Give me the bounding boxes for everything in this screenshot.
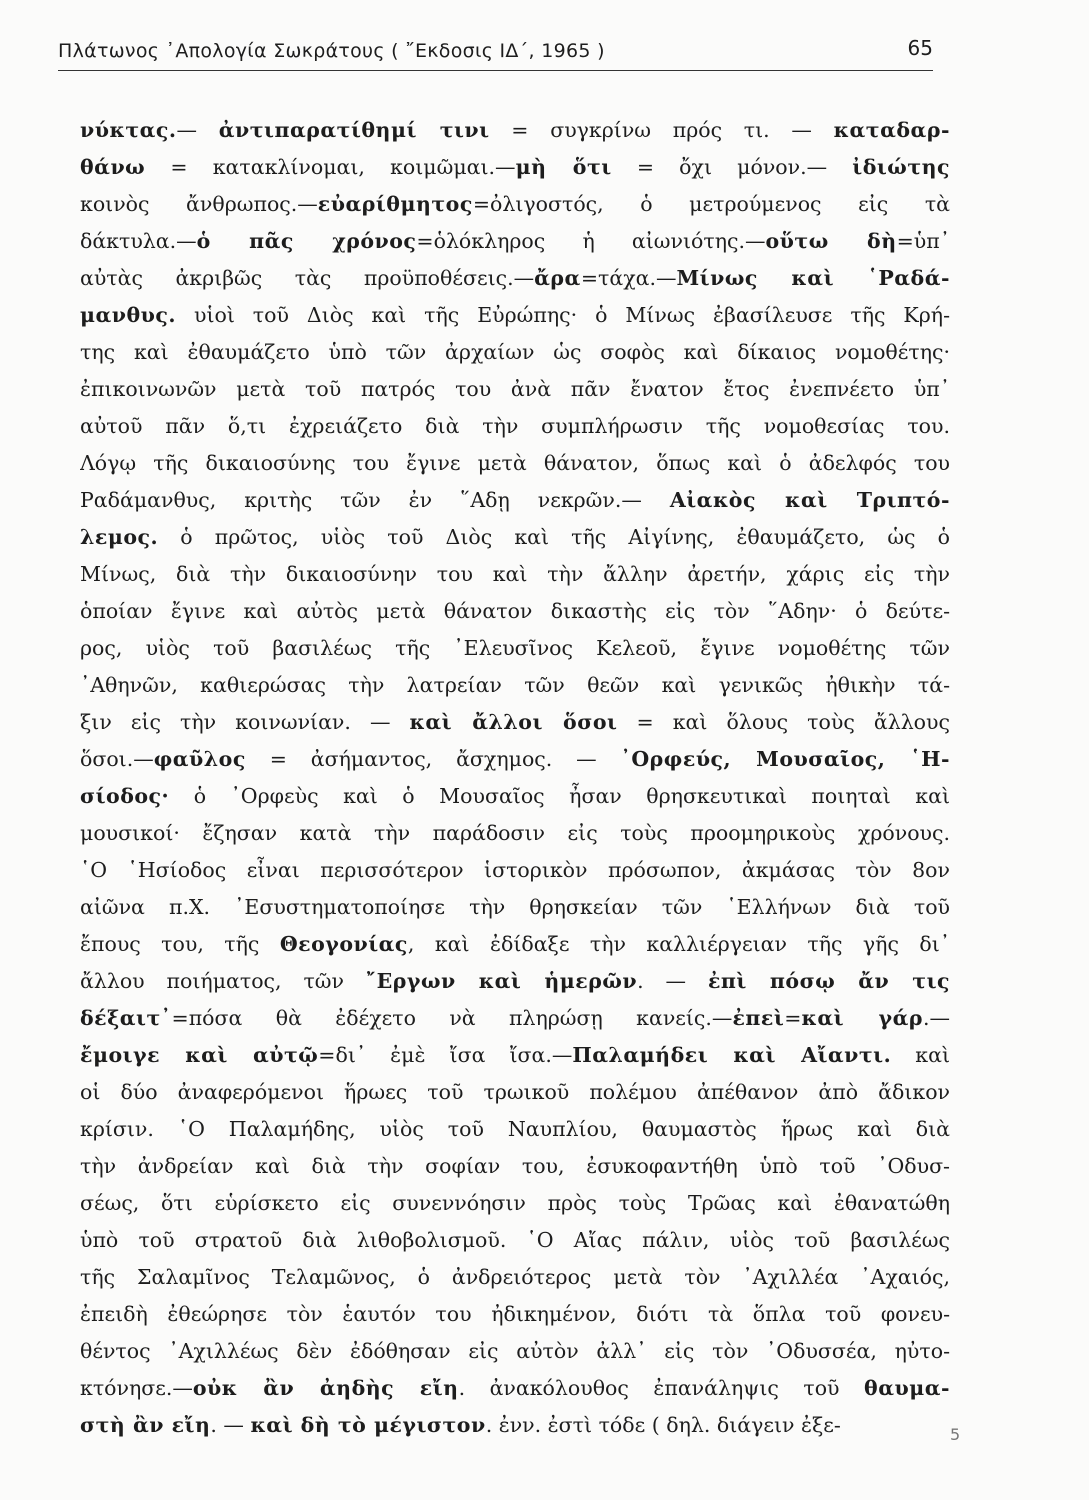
text-segment: κτόνησε.—	[80, 1376, 193, 1400]
text-segment: . ἀνακόλουθος ἐπανάληψις τοῦ	[458, 1376, 865, 1400]
glossary-term: ἰδιώτης	[852, 155, 950, 179]
text-segment: ἔπους του, τῆς	[80, 932, 280, 956]
text-line	[80, 223, 950, 260]
text-segment: ῾Ο ῾Ησίοδος εἶναι περισσότερον ἱστορικὸν πρόσωπον, ἀκμάσας τὸν 8ον	[80, 858, 950, 882]
text-segment: = καὶ ὅλους τοὺς ἄλλους	[617, 710, 950, 734]
text-line	[80, 482, 950, 519]
text-segment: κρίσιν. ῾Ο Παλαμήδης, υἱὸς τοῦ Ναυπλίου, θαυμαστὸς ἥρως καὶ διὰ	[80, 1117, 950, 1141]
text-segment: ρος, υἱὸς τοῦ βασιλέως τῆς ᾿Ελευσῖνος Κελεοῦ, ἔγινε νομοθέτης τῶν	[80, 636, 950, 660]
glossary-term: Παλαμήδει καὶ Αἴαντι.	[572, 1043, 892, 1067]
glossary-term: καὶ ἄλλοι ὅσοι	[409, 710, 618, 734]
glossary-term: Θεογονίας	[279, 932, 408, 956]
glossary-term: δέξαιτ᾽	[80, 1006, 172, 1030]
text-segment: θέντος ᾿Αχιλλέως δὲν ἐδόθησαν εἰς αὐτὸν ἀλλ᾽ εἰς τὸν ᾿Οδυσσέα, ηὐτο-	[80, 1339, 950, 1363]
text-line	[80, 556, 950, 593]
glossary-term: σίοδος·	[80, 784, 170, 808]
glossary-term: ἐπὶ πόσῳ ἄν τις	[707, 969, 950, 993]
text-line	[80, 1000, 950, 1037]
glossary-term: στὴ ἂν εἴη	[80, 1413, 211, 1437]
text-segment: ξιν εἰς τὴν κοινωνίαν. —	[80, 710, 410, 734]
text-line	[80, 704, 950, 741]
text-line	[80, 445, 950, 482]
text-segment: ὅσοι.—	[80, 747, 154, 771]
glossary-term: ᾿Ορφεύς, Μουσαῖος, ῾Η-	[620, 747, 950, 771]
glossary-term: Αἰακὸς καὶ Τριπτό-	[669, 488, 950, 512]
text-segment: = κατακλίνομαι, κοιμῶμαι.—	[145, 155, 516, 179]
text-segment: ὁ πρῶτος, υἱὸς τοῦ Διὸς καὶ τῆς Αἰγίνης, ἐθαυμάζετο, ὡς ὁ	[158, 525, 950, 549]
text-segment: δάκτυλα.—	[80, 229, 197, 253]
text-segment: ὁ ᾿Ορφεὺς καὶ ὁ Μουσαῖος ἦσαν θρησκευτικαὶ ποιηταὶ καὶ	[169, 784, 950, 808]
text-segment: ὁποίαν ἔγινε καὶ αὐτὸς μετὰ θάνατον δικαστὴς εἰς τὸν ῞Αδην· ὁ δεύτε-	[80, 599, 950, 623]
text-segment: αὐτοῦ πᾶν ὅ,τι ἐχρειάζετο διὰ τὴν συμπλήρωσιν τῆς νομοθεσίας του.	[80, 414, 950, 438]
text-segment: =ὁλόκληρος ἡ αἰωνιότης.—	[416, 229, 766, 253]
text-segment: =ὀλιγοστός, ὁ μετρούμενος εἰς τὰ	[472, 192, 950, 216]
text-segment: ἐπικοινωνῶν μετὰ τοῦ πατρός του ἀνὰ πᾶν ἔνατον ἔτος ἐνεπνέετο ὑπ᾽	[80, 377, 950, 401]
text-segment: ἐπειδὴ ἐθεώρησε τὸν ἑαυτόν του ἠδικημένον, διότι τὰ ὅπλα τοῦ φονευ-	[80, 1302, 950, 1326]
running-title: Πλάτωνος ᾿Απολογία Σωκράτους ( ῎Εκδοσις ΙΔ΄, 1965 )	[58, 40, 605, 62]
text-segment: κοινὸς ἄνθρωπος.—	[80, 192, 318, 216]
text-line	[80, 112, 950, 149]
text-line	[80, 815, 950, 852]
glossary-term: ἄρα	[534, 266, 581, 290]
text-segment: τὴν ἀνδρείαν καὶ διὰ τὴν σοφίαν του, ἐσυκοφαντήθη ὑπὸ τοῦ ᾿Οδυσ-	[80, 1154, 950, 1178]
text-segment: =ὑπ᾽	[896, 229, 950, 253]
text-line	[80, 1111, 950, 1148]
page-number: 65	[907, 36, 933, 60]
text-segment: ἄλλου ποιήματος, τῶν	[80, 969, 366, 993]
text-line	[80, 778, 950, 815]
glossary-term: οὐκ ἂν ἀηδὴς εἴη	[192, 1376, 459, 1400]
page-header	[58, 36, 933, 71]
text-line	[80, 1148, 950, 1185]
text-segment: σέως, ὅτι εὑρίσκετο εἰς συνεννόησιν πρὸς τοὺς Τρῶας καὶ ἐθανατώθη	[80, 1191, 950, 1215]
text-segment: =τάχα.—	[580, 266, 677, 290]
glossary-term: καὶ γάρ	[801, 1006, 923, 1030]
text-line	[80, 297, 950, 334]
text-segment: οἱ δύο ἀναφερόμενοι ἥρωες τοῦ τρωικοῦ πολέμου ἀπέθανον ἀπὸ ἄδικον	[80, 1080, 950, 1104]
glossary-term: καταδαρ-	[833, 118, 950, 142]
text-segment: Ραδάμανθυς, κριτὴς τῶν ἐν ῞Αδῃ νεκρῶν.—	[80, 488, 670, 512]
glossary-term: καὶ δὴ τὸ μέγιστον	[250, 1413, 486, 1437]
text-line	[80, 630, 950, 667]
text-segment: Λόγῳ τῆς δικαιοσύνης του ἔγινε μετὰ θάνατον, ὅπως καὶ ὁ ἀδελφός του	[80, 451, 950, 475]
text-segment: ᾿Αθηνῶν, καθιερώσας τὴν λατρείαν τῶν θεῶν καὶ γενικῶς ἠθικὴν τά-	[80, 673, 950, 697]
text-line	[80, 852, 950, 889]
text-segment: =δι᾽ ἐμὲ ἴσα ἴσα.—	[318, 1043, 573, 1067]
text-segment: —	[176, 118, 219, 142]
text-line	[80, 1074, 950, 1111]
text-segment: = ὄχι μόνον.—	[611, 155, 853, 179]
text-segment: υἱοὶ τοῦ Διὸς καὶ τῆς Εὐρώπης· ὁ Μίνως ἐβασίλευσε τῆς Κρή-	[176, 303, 950, 327]
text-segment: αὐτὰς ἀκριβῶς τὰς προϋποθέσεις.—	[80, 266, 535, 290]
text-line	[80, 1037, 950, 1074]
text-line	[80, 926, 950, 963]
text-segment: =	[784, 1006, 802, 1030]
glossary-text	[80, 112, 950, 1444]
text-line	[80, 260, 950, 297]
glossary-term: Μίνως καὶ ῾Ραδά-	[676, 266, 950, 290]
glossary-term: θαυμα-	[864, 1376, 950, 1400]
text-segment: =πόσα θὰ ἐδέχετο νὰ πληρώσῃ κανείς.—	[171, 1006, 733, 1030]
glossary-term: οὕτω δὴ	[765, 229, 897, 253]
text-line	[80, 519, 950, 556]
glossary-term: νύκτας.	[80, 118, 177, 142]
text-line	[80, 186, 950, 223]
text-line	[80, 1407, 950, 1444]
text-line	[80, 371, 950, 408]
text-segment: = συγκρίνω πρός τι. —	[489, 118, 834, 142]
text-segment: Μίνως, διὰ τὴν δικαιοσύνην του καὶ τὴν ἄλλην ἀρετήν, χάρις εἰς τὴν	[80, 562, 950, 586]
glossary-term: ὁ πᾶς χρόνος	[196, 229, 417, 253]
text-segment: καὶ	[891, 1043, 950, 1067]
glossary-term: θάνω	[80, 155, 146, 179]
text-segment: μουσικοί· ἔζησαν κατὰ τὴν παράδοσιν εἰς τοὺς προομηρικοὺς χρόνους.	[80, 821, 950, 845]
text-segment: . —	[210, 1413, 251, 1437]
text-line	[80, 963, 950, 1000]
text-line	[80, 1222, 950, 1259]
glossary-term: μὴ ὅτι	[515, 155, 612, 179]
text-segment: τῆς Σαλαμῖνος Τελαμῶνος, ὁ ἀνδρειότερος μετὰ τὸν ᾿Αχιλλέα ᾿Αχαιός,	[80, 1265, 950, 1289]
glossary-term: φαῦλος	[153, 747, 246, 771]
text-line	[80, 593, 950, 630]
text-line	[80, 1296, 950, 1333]
text-segment: = ἀσήμαντος, ἄσχημος. —	[245, 747, 621, 771]
text-line	[80, 1185, 950, 1222]
text-segment: . ἐνν. ἐστὶ τόδε ( δηλ. διάγειν ἐξε-	[485, 1413, 841, 1437]
text-line	[80, 149, 950, 186]
text-line	[80, 408, 950, 445]
text-segment: ὑπὸ τοῦ στρατοῦ διὰ λιθοβολισμοῦ. ῾Ο Αἴας πάλιν, υἱὸς τοῦ βασιλέως	[80, 1228, 950, 1252]
text-line	[80, 889, 950, 926]
text-segment: αἰῶνα π.Χ. ᾿Εσυστηματοποίησε τὴν θρησκείαν τῶν ῾Ελλήνων διὰ τοῦ	[80, 895, 950, 919]
glossary-term: λεμος.	[80, 525, 159, 549]
text-line	[80, 741, 950, 778]
glossary-term: ἀντιπαρατίθημί τινι	[218, 118, 490, 142]
text-segment: της καὶ ἐθαυμάζετο ὑπὸ τῶν ἀρχαίων ὡς σοφὸς καὶ δίκαιος νομοθέτης·	[80, 340, 950, 364]
glossary-term: ἐπεὶ	[732, 1006, 785, 1030]
text-line	[80, 1333, 950, 1370]
signature-mark: 5	[950, 1425, 961, 1444]
text-segment: , καὶ ἐδίδαξε τὴν καλλιέργειαν τῆς γῆς δι᾽	[407, 932, 950, 956]
glossary-term: ἔμοιγε καὶ αὐτῷ	[80, 1043, 319, 1067]
text-line	[80, 334, 950, 371]
text-line	[80, 1370, 950, 1407]
text-segment: .—	[922, 1006, 950, 1030]
glossary-term: μανθυς.	[80, 303, 177, 327]
text-line	[80, 667, 950, 704]
glossary-term: ῎Εργων καὶ ἡμερῶν	[365, 969, 638, 993]
text-segment: . —	[637, 969, 708, 993]
glossary-term: εὐαρίθμητος	[317, 192, 473, 216]
text-line	[80, 1259, 950, 1296]
